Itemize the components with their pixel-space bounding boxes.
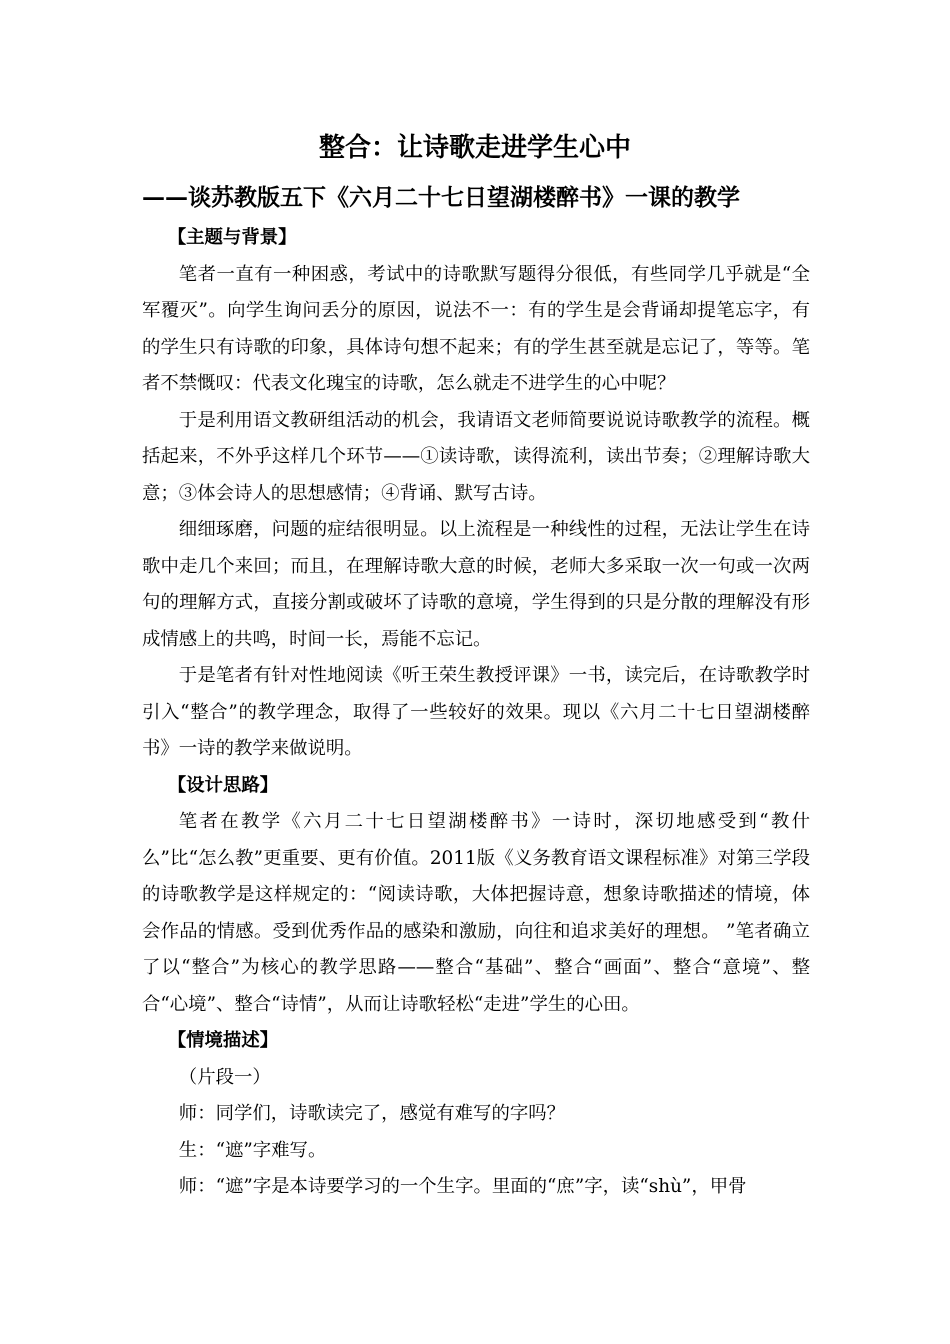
dialog-line: （片段一） bbox=[178, 1066, 271, 1088]
dialog-line: 师：同学们，诗歌读完了，感觉有难写的字吗？ bbox=[178, 1103, 566, 1124]
section-heading-theme: 【主题与背景】 bbox=[167, 227, 297, 248]
dialog-line: 师：“遮”字是本诗要学习的一个生字。里面的“庶”字，读“shù”，甲骨 bbox=[178, 1176, 747, 1197]
paragraph: 笔者在教学《六月二十七日望湖楼醉书》一诗时，深切地感受到“教什么”比“怎么教”更重要、更有价值。2011版《义务教育语文课程标准》对第三学段的诗歌教学是这样规定的：“阅读诗歌，大体把握诗意，想象诗歌描述的情境，体会作品的情感。受到优秀作品的感染和激励，向往和追求美好的理想。 ”笔者确立了以“整合”为核心的教学思路——整合“基础”、整合“画面”、整合“意境”、整合“心境”、整合“诗情”，从而让诗歌轻松“走进”学生的心田。 bbox=[142, 811, 810, 1015]
paragraph: 细细琢磨，问题的症结很明显。以上流程是一种线性的过程，无法让学生在诗歌中走几个来回；而且，在理解诗歌大意的时候，老师大多采取一次一句或一次两句的理解方式，直接分割或破坏了诗歌的意境，学生得到的只是分散的理解没有形成情感上的共鸣，时间一长，焉能不忘记。 bbox=[142, 519, 810, 650]
document-title: 整合：让诗歌走进学生心中 bbox=[318, 133, 631, 163]
document-subtitle: ——谈苏教版五下《六月二十七日望湖楼醉书》一课的教学 bbox=[142, 184, 740, 211]
section-heading-design: 【设计思路】 bbox=[167, 774, 279, 796]
paragraph: 于是笔者有针对性地阅读《听王荣生教授评课》一书，读完后，在诗歌教学时引入“整合”的教学理念，取得了一些较好的效果。现以《六月二十七日望湖楼醉书》一诗的教学来做说明。 bbox=[142, 665, 810, 759]
section-heading-scene: 【情境描述】 bbox=[167, 1030, 279, 1051]
paragraph: 笔者一直有一种困惑，考试中的诗歌默写题得分很低，有些同学几乎就是“全军覆灭”。向学生询问丢分的原因，说法不一：有的学生是会背诵却提笔忘字，有的学生只有诗歌的印象，具体诗句想不起来；有的学生甚至就是忘记了，等等。笔者不禁慨叹：代表文化瑰宝的诗歌，怎么就走不进学生的心中呢？ bbox=[142, 263, 810, 394]
document-body bbox=[142, 220, 810, 1206]
paragraph: 于是利用语文教研组活动的机会，我请语文老师简要说说诗歌教学的流程。概括起来，不外乎这样几个环节——①读诗歌，读得流利，读出节奏；②理解诗歌大意；③体会诗人的思想感情；④背诵、默写古诗。 bbox=[142, 409, 810, 504]
dialog-line: 生：“遮”字难写。 bbox=[178, 1139, 327, 1161]
